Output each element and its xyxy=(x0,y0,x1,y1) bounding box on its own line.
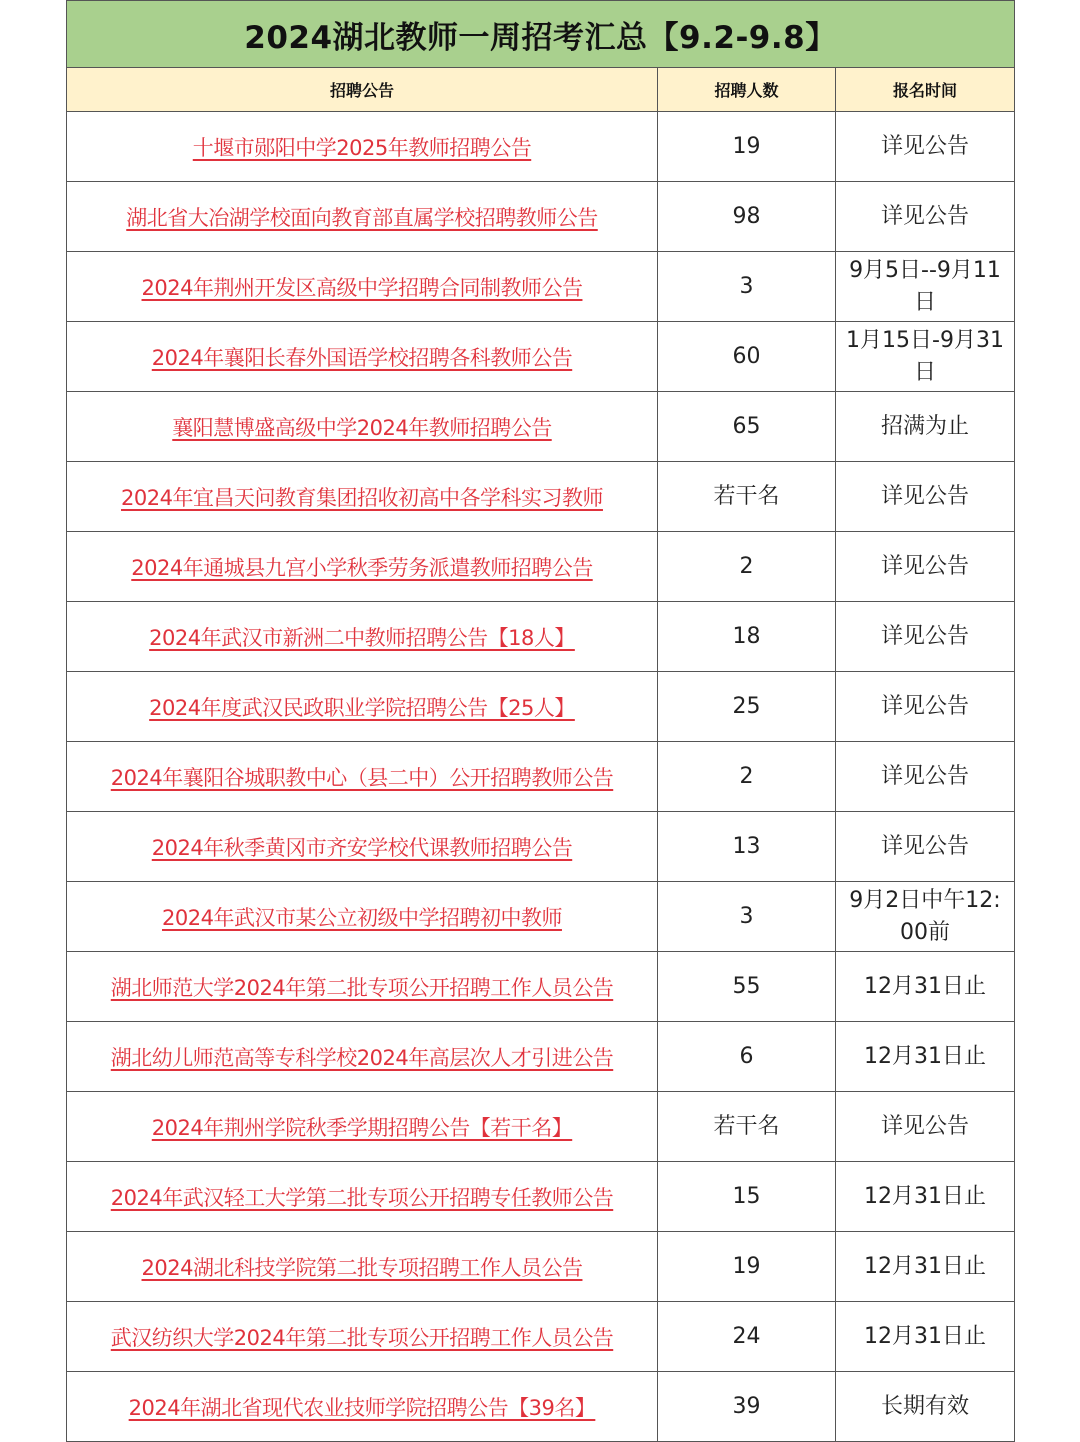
time-cell xyxy=(836,392,1015,462)
notice-link[interactable]: 2024年武汉轻工大学第二批专项公开招聘专任教师公告 xyxy=(110,1185,614,1210)
notice-cell xyxy=(67,1162,658,1232)
header-notice: 招聘公告 xyxy=(67,68,658,112)
time-cell xyxy=(836,742,1015,812)
count-cell: 2 xyxy=(658,742,836,812)
time-text: 12月31日止 xyxy=(864,1043,986,1069)
count-cell: 15 xyxy=(658,1162,836,1232)
time-cell xyxy=(836,1092,1015,1162)
time-cell xyxy=(836,532,1015,602)
table-row xyxy=(67,462,1015,532)
table-row xyxy=(67,322,1015,392)
notice-link[interactable]: 十堰市郧阳中学2025年教师招聘公告 xyxy=(192,135,532,160)
count-cell: 39 xyxy=(658,1372,836,1442)
time-text: 12月31日止 xyxy=(864,1253,986,1279)
recruitment-table xyxy=(66,0,1015,1442)
notice-link[interactable]: 2024年荆州开发区高级中学招聘合同制教师公告 xyxy=(141,275,583,300)
table-row xyxy=(67,1232,1015,1302)
time-text: 详见公告 xyxy=(880,833,969,859)
notice-link[interactable]: 2024年襄阳长春外国语学校招聘各科教师公告 xyxy=(151,345,573,370)
notice-link[interactable]: 2024年宜昌天问教育集团招收初高中各学科实习教师 xyxy=(121,485,603,510)
time-cell xyxy=(836,812,1015,882)
time-text: 详见公告 xyxy=(880,553,969,579)
notice-cell xyxy=(67,742,658,812)
time-cell xyxy=(836,952,1015,1022)
notice-link[interactable]: 襄阳慧博盛高级中学2024年教师招聘公告 xyxy=(172,415,552,440)
table-row xyxy=(67,112,1015,182)
notice-link[interactable]: 2024湖北科技学院第二批专项招聘工作人员公告 xyxy=(141,1255,583,1280)
time-text: 9月5日--9月11日 xyxy=(849,257,1001,315)
table-row xyxy=(67,1302,1015,1372)
time-text: 详见公告 xyxy=(880,483,969,509)
time-text: 招满为止 xyxy=(880,413,969,439)
time-cell xyxy=(836,1302,1015,1372)
count-cell: 25 xyxy=(658,672,836,742)
time-text: 12月31日止 xyxy=(864,1183,986,1209)
table-row xyxy=(67,392,1015,462)
table-title: 2024湖北教师一周招考汇总【9.2-9.8】 xyxy=(67,1,1015,68)
table-row xyxy=(67,1022,1015,1092)
notice-cell xyxy=(67,182,658,252)
notice-link[interactable]: 2024年襄阳谷城职教中心（县二中）公开招聘教师公告 xyxy=(110,765,614,790)
notice-cell xyxy=(67,462,658,532)
table-row xyxy=(67,532,1015,602)
time-cell xyxy=(836,462,1015,532)
time-text: 详见公告 xyxy=(880,693,969,719)
time-cell xyxy=(836,1022,1015,1092)
count-cell: 13 xyxy=(658,812,836,882)
count-cell: 6 xyxy=(658,1022,836,1092)
notice-link[interactable]: 2024年度武汉民政职业学院招聘公告【25人】 xyxy=(149,695,575,720)
table-row xyxy=(67,1372,1015,1442)
notice-cell xyxy=(67,1232,658,1302)
table-row xyxy=(67,602,1015,672)
header-count: 招聘人数 xyxy=(658,68,836,112)
count-cell: 60 xyxy=(658,322,836,392)
count-cell: 3 xyxy=(658,252,836,322)
notice-cell xyxy=(67,812,658,882)
table-row xyxy=(67,882,1015,952)
notice-link[interactable]: 2024年通城县九宫小学秋季劳务派遣教师招聘公告 xyxy=(131,555,593,580)
table-row xyxy=(67,812,1015,882)
notice-cell xyxy=(67,112,658,182)
time-cell xyxy=(836,602,1015,672)
time-cell xyxy=(836,672,1015,742)
count-cell: 若干名 xyxy=(658,462,836,532)
time-cell xyxy=(836,1162,1015,1232)
notice-link[interactable]: 湖北省大冶湖学校面向教育部直属学校招聘教师公告 xyxy=(126,205,598,230)
notice-link[interactable]: 2024年武汉市新洲二中教师招聘公告【18人】 xyxy=(149,625,575,650)
time-cell xyxy=(836,182,1015,252)
time-text: 详见公告 xyxy=(880,763,969,789)
table-row xyxy=(67,952,1015,1022)
table-row xyxy=(67,182,1015,252)
time-cell xyxy=(836,1232,1015,1302)
time-cell xyxy=(836,322,1015,392)
notice-link[interactable]: 2024年荆州学院秋季学期招聘公告【若干名】 xyxy=(151,1115,573,1140)
title-row xyxy=(67,1,1015,68)
time-text: 详见公告 xyxy=(880,203,969,229)
count-cell: 19 xyxy=(658,112,836,182)
notice-cell xyxy=(67,1302,658,1372)
notice-link[interactable]: 2024年武汉市某公立初级中学招聘初中教师 xyxy=(162,905,562,930)
time-text: 详见公告 xyxy=(880,623,969,649)
time-text: 1月15日-9月31日 xyxy=(846,327,1004,385)
notice-cell xyxy=(67,252,658,322)
time-text: 详见公告 xyxy=(880,1113,969,1139)
table-body xyxy=(67,112,1015,1442)
count-cell: 55 xyxy=(658,952,836,1022)
notice-link[interactable]: 2024年湖北省现代农业技师学院招聘公告【39名】 xyxy=(128,1395,596,1420)
time-text: 长期有效 xyxy=(880,1393,969,1419)
count-cell: 24 xyxy=(658,1302,836,1372)
table-row xyxy=(67,1162,1015,1232)
time-cell xyxy=(836,252,1015,322)
notice-cell xyxy=(67,532,658,602)
time-cell xyxy=(836,112,1015,182)
table-row xyxy=(67,742,1015,812)
notice-cell xyxy=(67,1372,658,1442)
header-time: 报名时间 xyxy=(836,68,1015,112)
count-cell: 19 xyxy=(658,1232,836,1302)
time-text: 9月2日中午12:00前 xyxy=(849,887,1001,945)
notice-cell xyxy=(67,1022,658,1092)
count-cell: 若干名 xyxy=(658,1092,836,1162)
notice-cell xyxy=(67,952,658,1022)
notice-cell xyxy=(67,1092,658,1162)
notice-cell xyxy=(67,882,658,952)
time-text: 12月31日止 xyxy=(864,973,986,999)
table-row xyxy=(67,1092,1015,1162)
notice-cell xyxy=(67,392,658,462)
table-row xyxy=(67,672,1015,742)
recruitment-summary-sheet xyxy=(66,0,1014,1442)
notice-link[interactable]: 2024年秋季黄冈市齐安学校代课教师招聘公告 xyxy=(151,835,573,860)
time-text: 12月31日止 xyxy=(864,1323,986,1349)
notice-link[interactable]: 湖北师范大学2024年第二批专项公开招聘工作人员公告 xyxy=(110,975,614,1000)
count-cell: 2 xyxy=(658,532,836,602)
count-cell: 18 xyxy=(658,602,836,672)
count-cell: 65 xyxy=(658,392,836,462)
time-text: 详见公告 xyxy=(880,133,969,159)
notice-cell xyxy=(67,672,658,742)
table-row xyxy=(67,252,1015,322)
header-row xyxy=(67,68,1015,112)
count-cell: 3 xyxy=(658,882,836,952)
time-cell xyxy=(836,882,1015,952)
notice-cell xyxy=(67,322,658,392)
time-cell xyxy=(836,1372,1015,1442)
count-cell: 98 xyxy=(658,182,836,252)
notice-link[interactable]: 武汉纺织大学2024年第二批专项公开招聘工作人员公告 xyxy=(110,1325,614,1350)
notice-link[interactable]: 湖北幼儿师范高等专科学校2024年高层次人才引进公告 xyxy=(110,1045,614,1070)
notice-cell xyxy=(67,602,658,672)
